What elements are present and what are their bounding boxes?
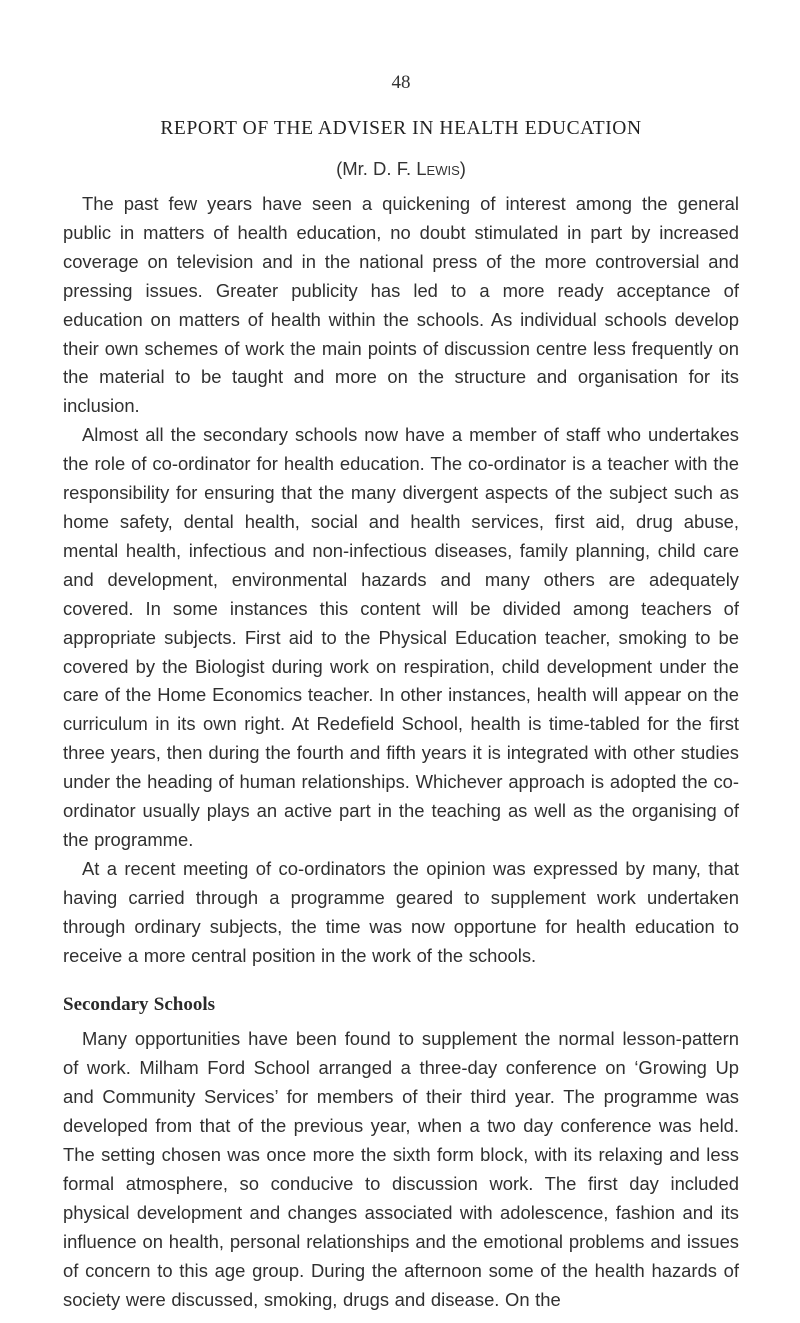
page-number: 48 [391,72,411,93]
paragraph-secondary-schools: Many opportunities have been found to supplement the normal lesson-pattern of work. Milham Ford School arranged a three-day conference on ‘Growing Up and Community Services’ for members of their third year. The programme was developed from that of the previous year, when a two day conference was held. The setting chosen was once more the sixth form block, with its relaxing and less formal atmosphere, so conducive to discussion work. The first day included physical development and changes associated with adolescence, fashion and its influence on health, personal relationships and the emotional problems and issues of concern to this age group. During the afternoon some of the health hazards of society were discussed, smoking, drugs and disease. On the [63,1028,739,1310]
section-heading-secondary-schools: Secondary Schools [63,994,215,1016]
author-surname: Lewis [416,158,460,179]
report-title: REPORT OF THE ADVISER IN HEALTH EDUCATION [160,118,642,139]
paragraph-meeting: At a recent meeting of co-ordinators the opinion was expressed by many, that having carried through a programme geared to supplement work undertaken through ordinary subjects, the time was now opportune for health education to receive a more central position in the work of the schools. [63,857,739,966]
paragraph-intro: The past few years have seen a quickening of interest among the general public in matters of health education, no doubt stimulated in part by increased coverage on television and in the national press of the more controversial and pressing issues. Greater publicity has led to a more ready acceptance of education on matters of health within the schools. As individual schools develop their own schemes of work the main points of discussion centre less frequently on the material to be taught and more on the structure and organisation for its inclusion. [63,193,739,417]
report-body [63,190,739,1315]
paragraph-coordinator: Almost all the secondary schools now have a member of staff who undertakes the role of co-ordinator for health education. The co-ordinator is a teacher with the responsibility for ensuring that the many divergent aspects of the subject such as home safety, dental health, social and health services, first aid, drug abuse, mental health, infectious and non-infectious diseases, family planning, child care and development, environmental hazards and many others are adequately covered. In some instances this content will be divided among teachers of appropriate subjects. First aid to the Physical Education teacher, smoking to be covered by the Biologist during work on respiration, child development under the care of the Home Economics teacher. In other instances, health will appear on the curriculum in its own right. At Redefield School, health is time-tabled for the first three years, then during the fourth and fifth years it is integrated with other studies under the heading of human relationships. Whichever approach is adopted the co-ordinator usually plays an active part in the teaching as well as the organising of the programme. [63,424,739,850]
author-line [63,158,739,180]
author-prefix: (Mr. D. F. [336,158,417,179]
author-suffix: ) [459,158,466,179]
